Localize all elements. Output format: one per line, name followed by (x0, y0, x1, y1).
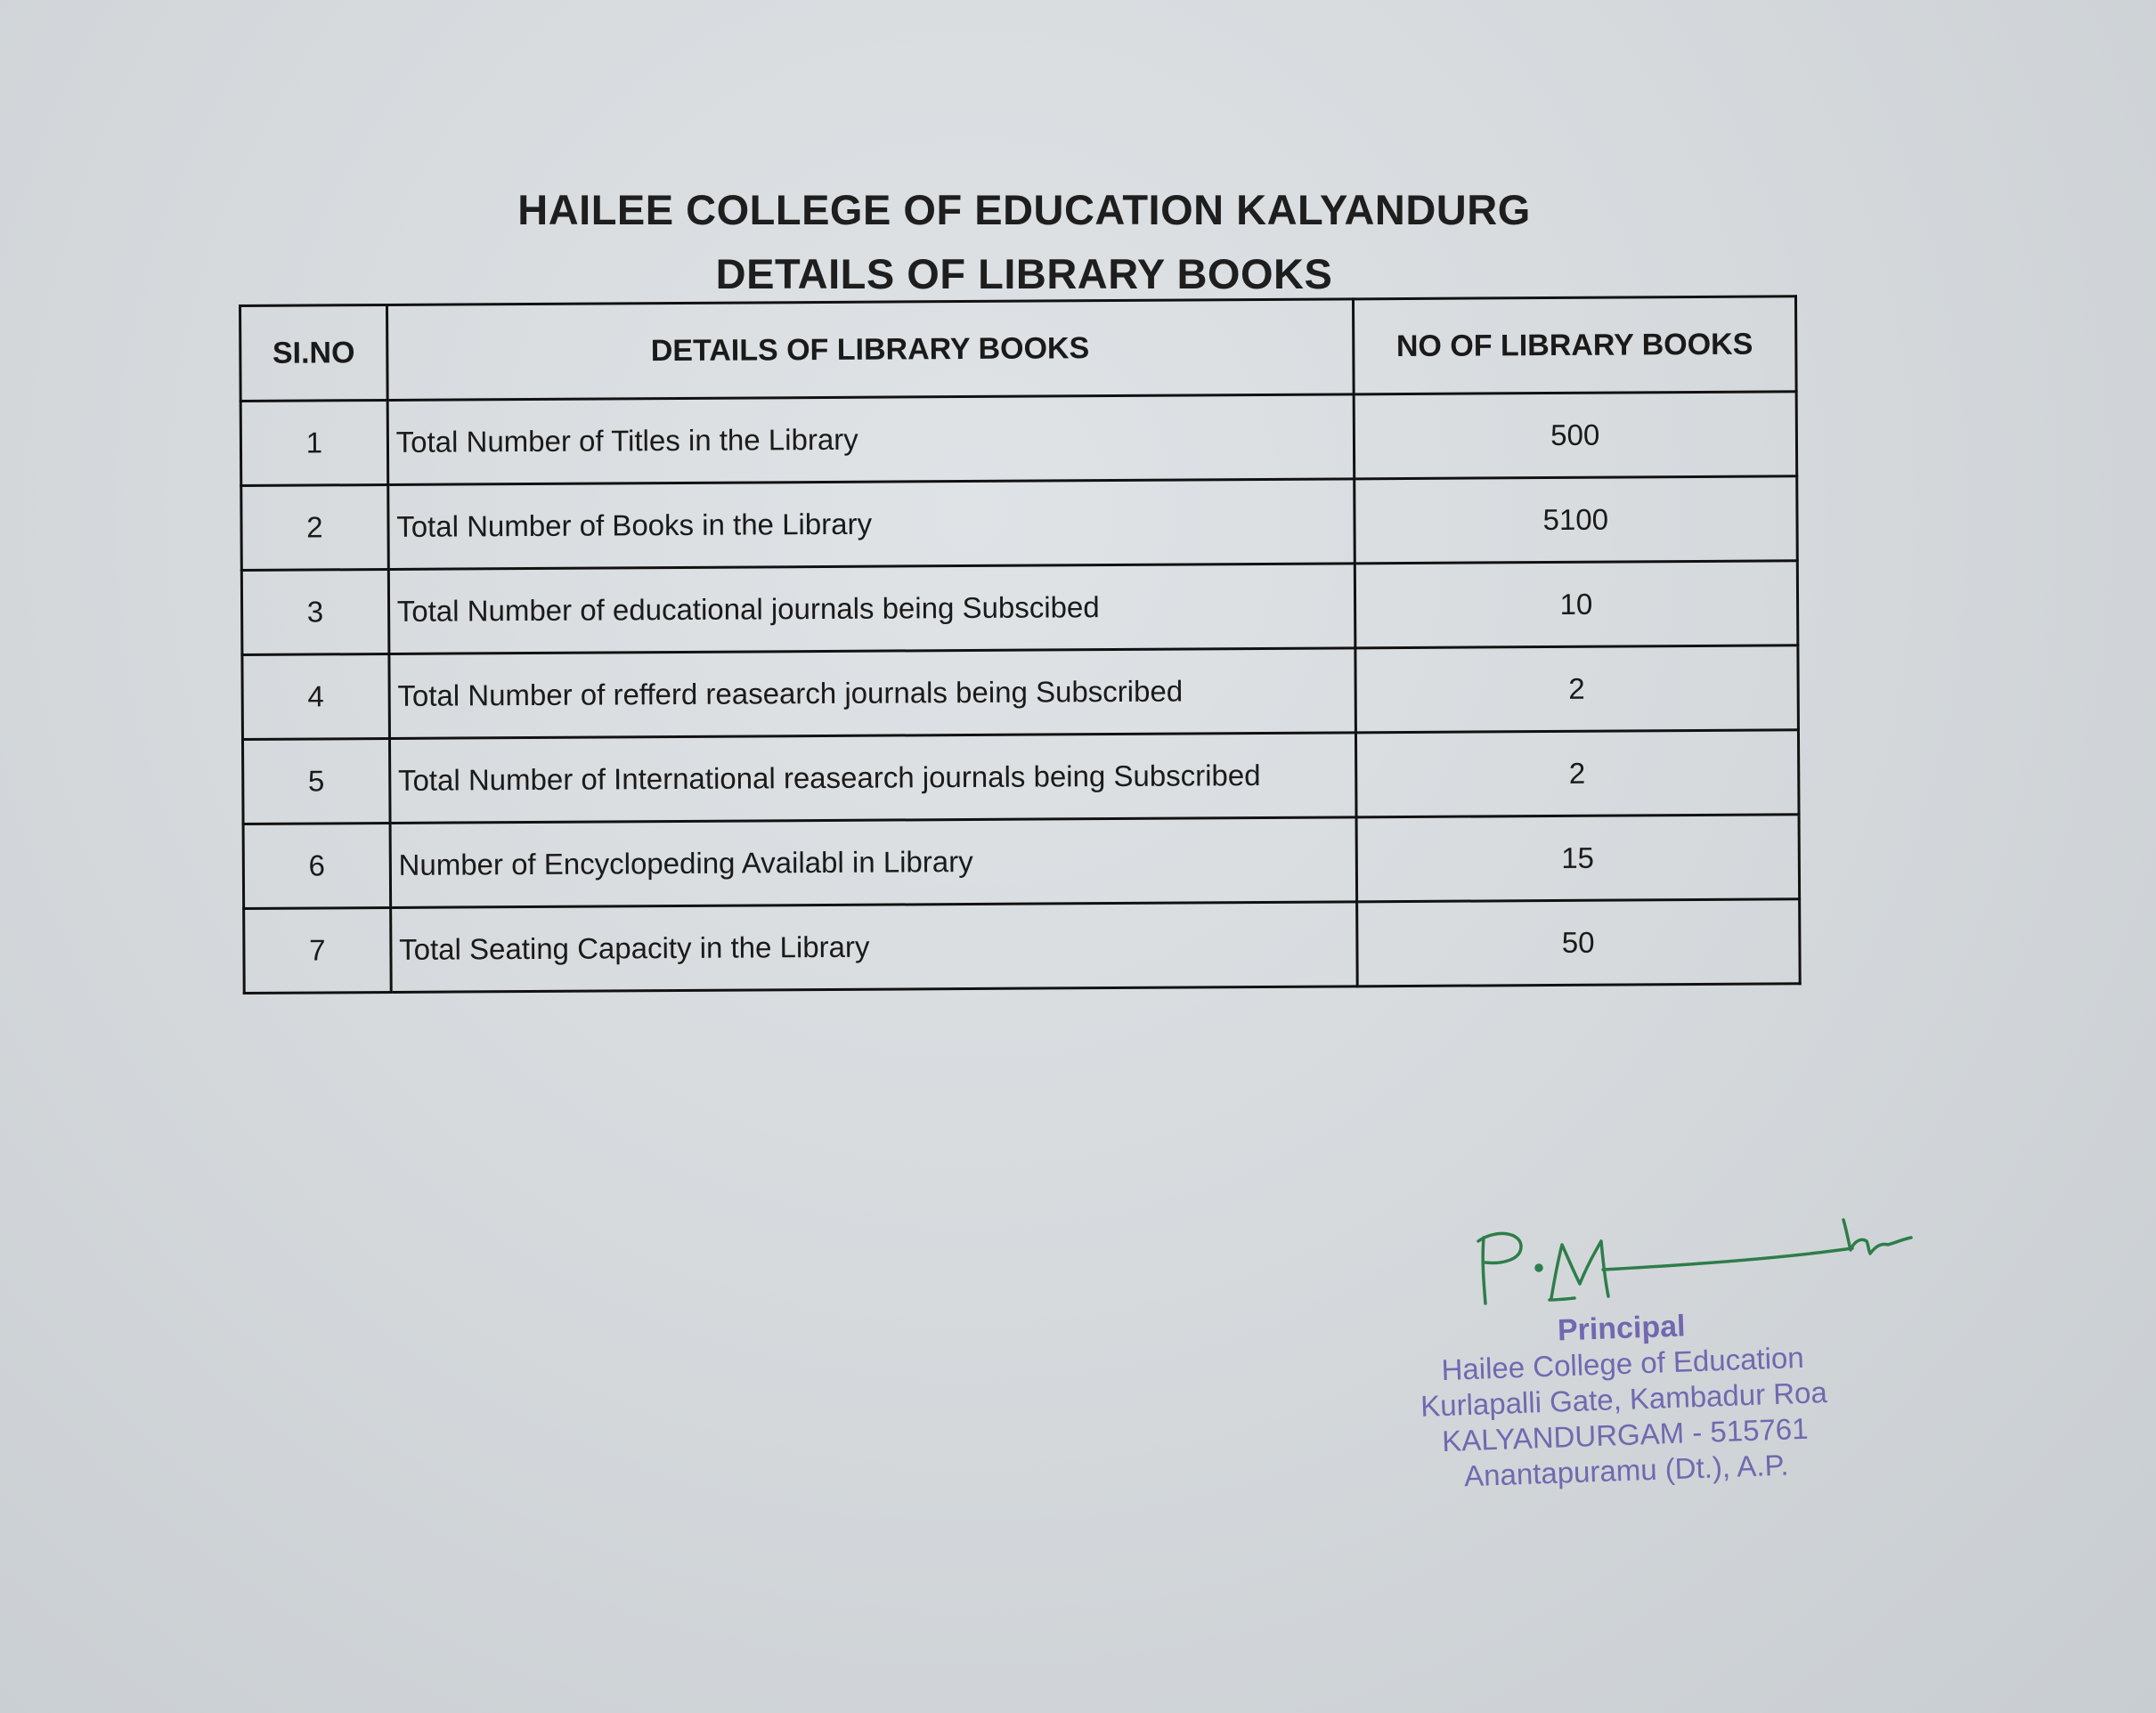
cell-count: 50 (1356, 899, 1800, 986)
official-stamp (1371, 1302, 1876, 1497)
table-row (242, 645, 1799, 740)
table-row (242, 730, 1799, 824)
cell-details: Total Number of International reasearch journals being Subscribed (389, 733, 1355, 824)
stamp-line-district: Anantapuramu (Dt.), A.P. (1463, 1448, 1790, 1493)
cell-sl-no: 6 (243, 823, 390, 908)
document-title: HAILEE COLLEGE OF EDUCATION KALYANDURG (517, 186, 1531, 233)
cell-sl-no: 2 (241, 484, 388, 570)
header-details: DETAILS OF LIBRARY BOOKS (386, 299, 1353, 401)
cell-sl-no: 7 (244, 907, 391, 993)
table-row (241, 476, 1798, 571)
table-row (241, 561, 1798, 655)
cell-count: 5100 (1354, 476, 1797, 564)
stamp-line-city: KALYANDURGAM - 515761 (1441, 1411, 1810, 1458)
header-sl-no: SI.NO (240, 304, 387, 401)
stamp-line-title: Principal (1557, 1309, 1687, 1348)
table-row (244, 899, 1801, 994)
library-books-table (239, 295, 1802, 995)
cell-sl-no: 4 (242, 654, 389, 739)
cell-details: Total Seating Capacity in the Library (390, 902, 1356, 993)
table-header-row (240, 296, 1797, 402)
stamp-line-address: Kurlapalli Gate, Kambadur Roa (1420, 1375, 1828, 1423)
cell-sl-no: 5 (242, 738, 389, 824)
cell-count: 2 (1355, 730, 1799, 817)
cell-count: 10 (1355, 561, 1798, 648)
cell-count: 15 (1356, 815, 1800, 902)
cell-count: 500 (1354, 392, 1797, 479)
table-row (243, 815, 1800, 909)
document-subtitle: DETAILS OF LIBRARY BOOKS (715, 250, 1333, 297)
cell-sl-no: 1 (240, 400, 387, 485)
table-row (240, 392, 1797, 486)
cell-details: Total Number of refferd reasearch journals being Subscribed (389, 648, 1355, 739)
cell-details: Number of Encyclopeding Availabl in Library (390, 817, 1356, 908)
cell-count: 2 (1355, 645, 1798, 733)
stamp-line-college: Hailee College of Education (1440, 1340, 1805, 1387)
signature-strokes (1478, 1220, 1911, 1303)
cell-details: Total Number of educational journals being Subscibed (388, 564, 1355, 654)
cell-details: Total Number of Titles in the Library (387, 394, 1354, 485)
cell-details: Total Number of Books in the Library (387, 479, 1354, 570)
cell-sl-no: 3 (241, 569, 388, 654)
header-count: NO OF LIBRARY BOOKS (1353, 296, 1796, 394)
